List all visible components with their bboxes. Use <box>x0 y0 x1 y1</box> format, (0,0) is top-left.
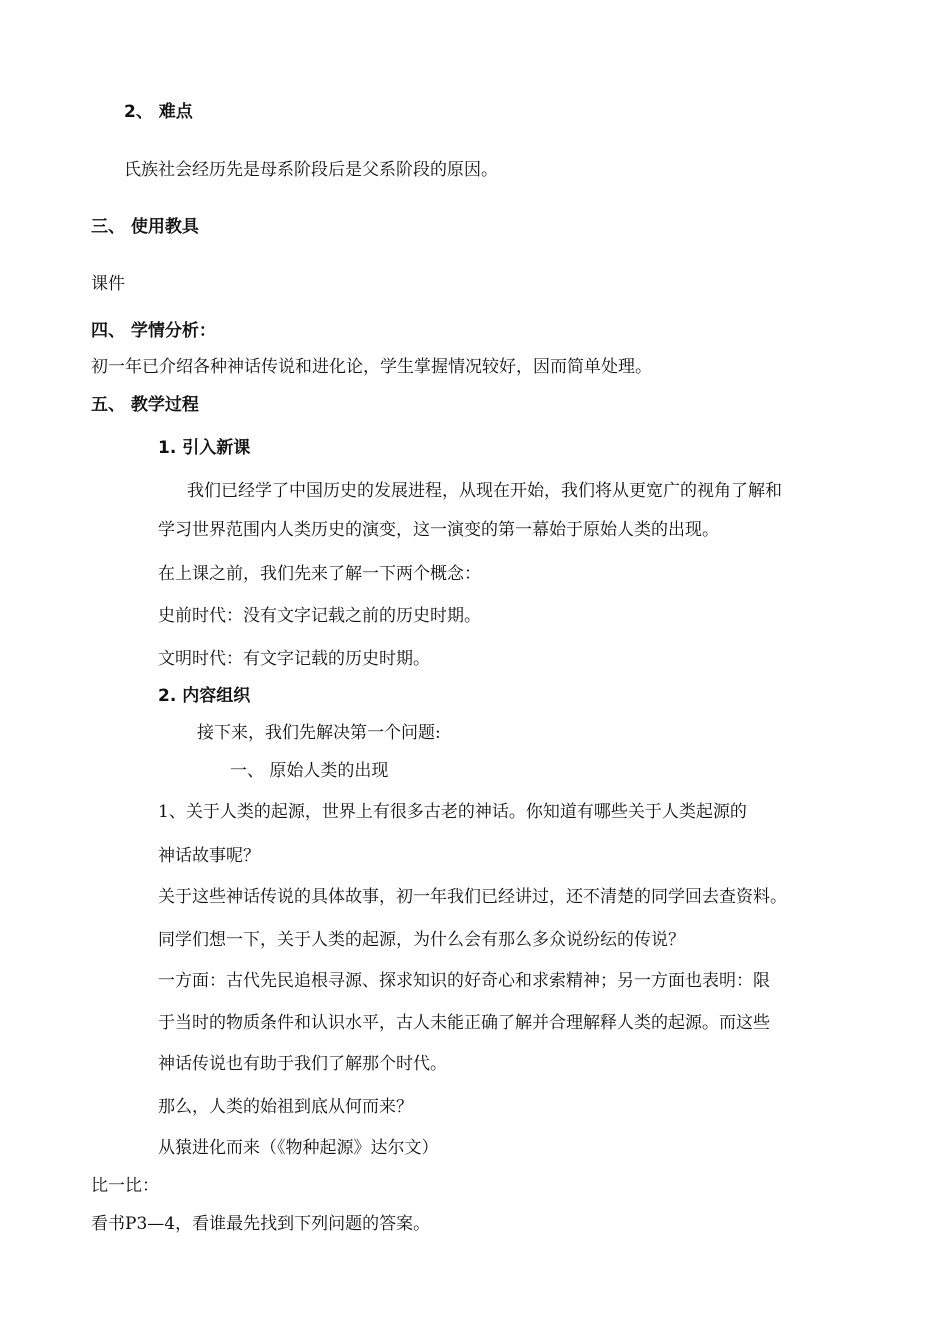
body-text: 同学们想一下，关于人类的起源，为什么会有那么多众说纷纭的传说？ <box>158 930 685 950</box>
section-heading-analysis: 四、 学情分析： <box>91 321 216 341</box>
definition-prehistoric: 史前时代：没有文字记载之前的历史时期。 <box>158 606 481 626</box>
body-text: 学习世界范围内人类历史的演变，这一演变的第一幕始于原始人类的出现。 <box>158 520 719 540</box>
activity-label: 比一比： <box>91 1176 159 1196</box>
section-heading-process: 五、 教学过程 <box>91 395 199 415</box>
body-text: 课件 <box>91 274 125 294</box>
body-text: 于当时的物质条件和认识水平，古人未能正确了解并合理解释人类的起源。而这些 <box>158 1013 770 1033</box>
body-text: 初一年已介绍各种神话传说和进化论，学生掌握情况较好，因而简单处理。 <box>91 357 652 377</box>
heading-difficulty: 2、 难点 <box>124 102 193 122</box>
body-text: 关于这些神话传说的具体故事，初一年我们已经讲过，还不清楚的同学回去查资料。 <box>158 887 787 907</box>
body-text: 1、关于人类的起源，世界上有很多古老的神话。你知道有哪些关于人类起源的 <box>158 802 747 822</box>
definition-civilization: 文明时代：有文字记载的历史时期。 <box>158 649 430 669</box>
body-text: 看书P3—4，看谁最先找到下列问题的答案。 <box>91 1214 431 1234</box>
body-text: 氏族社会经历先是母系阶段后是父系阶段的原因。 <box>124 160 498 180</box>
subheading-content: 2. 内容组织 <box>158 686 251 706</box>
body-text: 接下来，我们先解决第一个问题: <box>197 723 441 743</box>
body-text: 那么，人类的始祖到底从何而来？ <box>158 1097 413 1117</box>
subheading-intro: 1. 引入新课 <box>158 438 251 458</box>
body-text: 我们已经学了中国历史的发展进程，从现在开始，我们将从更宽广的视角了解和 <box>187 481 782 501</box>
body-text: 在上课之前，我们先来了解一下两个概念： <box>158 564 481 584</box>
body-text: 一方面：古代先民追根寻源、探求知识的好奇心和求索精神；另一方面也表明：限 <box>158 971 770 991</box>
topic-heading: 一、 原始人类的出现 <box>230 761 389 781</box>
section-heading-tools: 三、 使用教具 <box>91 217 199 237</box>
body-text: 神话传说也有助于我们了解那个时代。 <box>158 1054 447 1074</box>
body-text: 神话故事呢？ <box>158 846 260 866</box>
body-text: 从猿进化而来（《物种起源》达尔文） <box>158 1138 439 1158</box>
